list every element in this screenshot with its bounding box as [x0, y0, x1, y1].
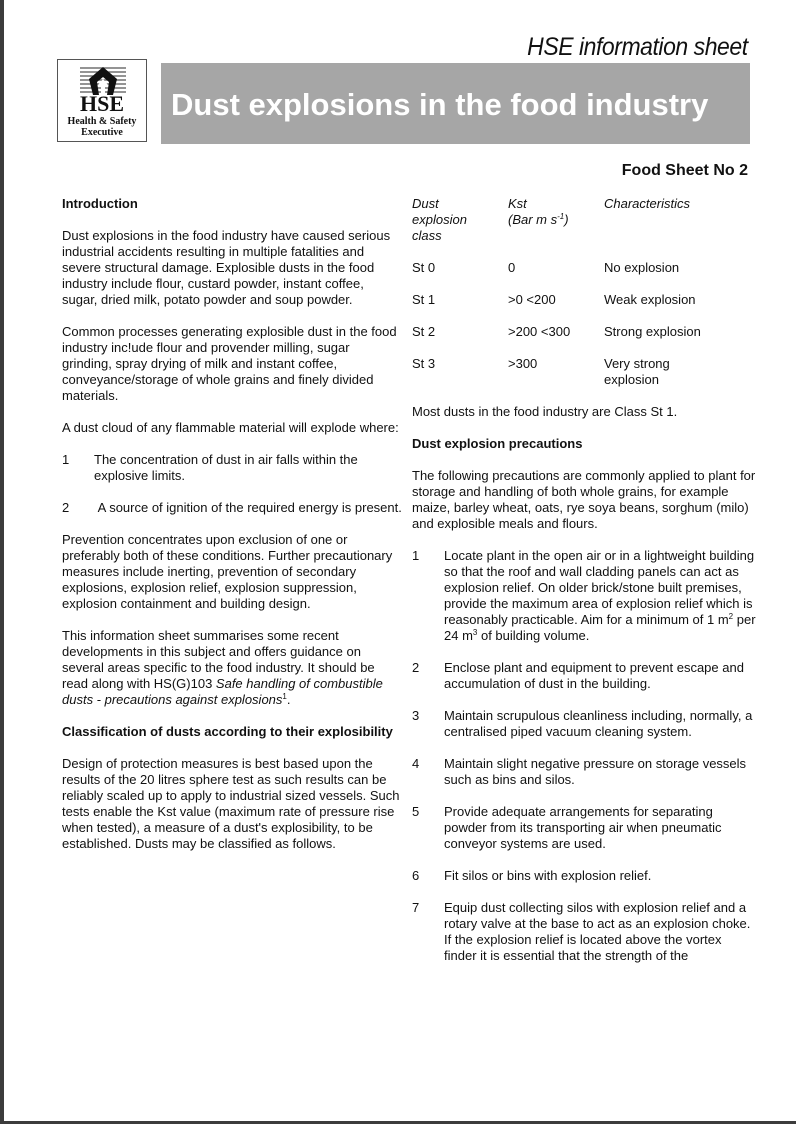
condition-item [62, 500, 402, 516]
item-number: 2 [62, 500, 70, 515]
item-text: Maintain slight negative pressure on storage vessels such as bins and silos. [444, 756, 747, 787]
logo-acronym: HSE [79, 91, 125, 116]
cell-class: St 0 [412, 260, 436, 275]
cell-characteristics-text: Very strong explosion [604, 356, 670, 387]
item-text: The concentration of dust in air falls within the explosive limits. [94, 452, 358, 483]
item-text: Provide adequate arrangements for separating powder from its transporting air when pneumatic conveyor systems are used. [444, 804, 722, 851]
item-text: Maintain scrupulous cleanliness including, normally, a centralised piped vacuum cleaning system. [444, 708, 753, 739]
condition-item [62, 452, 402, 484]
cell-class: St 2 [412, 324, 436, 339]
precaution-item [412, 708, 757, 740]
sup-cubed: 3 [472, 628, 478, 637]
sheet-type-label: HSE information sheet [527, 33, 748, 61]
introduction-heading: Introduction [62, 196, 138, 211]
hse-logo [57, 59, 147, 142]
sup-squared: 2 [728, 612, 734, 621]
reference-title: Safe handling of combustible dusts - precautions against explosions [62, 676, 383, 707]
precaution-item [412, 548, 757, 644]
cell-characteristics: No explosion [604, 260, 680, 275]
classification-heading: Classification of dusts according to their explosibility [62, 724, 393, 739]
precautions-heading: Dust explosion precautions [412, 436, 583, 451]
right-column [412, 196, 757, 980]
table-row [412, 324, 754, 356]
title-banner [161, 63, 750, 144]
item-text [444, 548, 757, 644]
logo-line2: Executive [81, 127, 123, 138]
intro-paragraph-5 [62, 628, 402, 708]
item-text: Enclose plant and equipment to prevent escape and accumulation of dust in the building. [444, 660, 744, 691]
header-class-text: Dust explosion class [412, 196, 467, 243]
item-number: 2 [412, 660, 420, 675]
cell-kst: >300 [508, 356, 538, 371]
item-text-c: of building volume. [477, 628, 590, 643]
precaution-item [412, 804, 757, 852]
intro-paragraph-1: Dust explosions in the food industry have caused serious industrial accidents resulting in multiple fatalities and severe structural damage. Explosible dusts in the food industry include flour, custard powder, instant coffee, sugar, dried milk, potato powder and soup powder. [62, 228, 391, 307]
intro-paragraph-4: Prevention concentrates upon exclusion of one or preferably both of these conditions. Further precautionary measures include inerting, prevention of secondary explosions, explosion relief, explosion suppression, explosion containment and building design. [62, 532, 393, 611]
table-row [412, 260, 754, 292]
header-characteristics: Characteristics [604, 196, 690, 211]
intro-paragraph-2: Common processes generating explosible dust in the food industry inc!ude flour and provender milling, sugar grinding, spray drying of milk and instant coffee, conveyance/storage of whole grains and finely divided materials. [62, 324, 397, 403]
header-class [412, 196, 508, 260]
precaution-item [412, 756, 757, 788]
intro-p5-text: This information sheet summarises some recent developments in this subject and offers guidance on several areas specific to the food industry. It should be read along with HS(G)103 [62, 628, 375, 691]
cell-kst: >0 <200 [508, 292, 556, 307]
classification-paragraph: Design of protection measures is best based upon the results of the 20 litres sphere test as such results can be reliably scaled up to apply to industrial sized vessels. Such tests enable the Kst value (maximum rate of pressure rise when tested), a measure of a dust's explosibility, to be established. Dusts may be classified as follows. [62, 756, 400, 851]
item-number: 7 [412, 900, 420, 915]
precaution-item [412, 900, 757, 964]
table-row [412, 356, 754, 404]
dust-class-table [412, 196, 754, 404]
class-note: Most dusts in the food industry are Class St 1. [412, 404, 678, 419]
left-column [62, 196, 402, 868]
item-number: 1 [62, 452, 70, 467]
item-text-b: per 24 m [444, 612, 756, 643]
header-kst-text: Kst [508, 196, 527, 211]
footnote-ref: 1 [282, 692, 287, 701]
item-text-a: Locate plant in the open air or in a lightweight building so that the roof and wall cladding panels can act as explosion relief. On older brick/stone built premises, provide the maximum area of explosion relief which is reasonably practicable. Aim for a minimum of 1 m [444, 548, 755, 627]
cell-kst: >200 <300 [508, 324, 571, 339]
cell-characteristics: Weak explosion [604, 292, 696, 307]
page-title: Dust explosions in the food industry [171, 87, 709, 122]
precaution-item [412, 660, 757, 692]
intro-paragraph-3: A dust cloud of any flammable material will explode where: [62, 420, 399, 435]
intro-p5-end: . [286, 692, 291, 707]
header-kst-unit-sup: -1 [557, 212, 565, 221]
item-text: Fit silos or bins with explosion relief. [444, 868, 652, 883]
table-header-row [412, 196, 754, 260]
logo-subtitle [58, 116, 146, 138]
cell-kst: 0 [508, 260, 516, 275]
header-kst [508, 196, 604, 260]
item-text: A source of ignition of the required energy is present. [94, 500, 402, 515]
precautions-intro: The following precautions are commonly applied to plant for storage and handling of both whole grains, for example maize, barley wheat, oats, rye soya beans, sorghum (milo) and explosible meals and flours. [412, 468, 756, 531]
item-number: 3 [412, 708, 420, 723]
viewer-left-border [0, 0, 4, 1124]
item-number: 5 [412, 804, 420, 819]
cell-class: St 1 [412, 292, 436, 307]
cell-characteristics: Strong explosion [604, 324, 701, 339]
logo-line1: Health & Safety [67, 116, 137, 127]
item-number: 6 [412, 868, 420, 883]
table-row [412, 292, 754, 324]
item-number: 4 [412, 756, 420, 771]
cell-class: St 3 [412, 356, 436, 371]
header-kst-unit-end: ) [564, 212, 569, 227]
sheet-number: Food Sheet No 2 [621, 162, 748, 179]
precaution-item [412, 868, 757, 884]
item-number: 1 [412, 548, 420, 563]
header-kst-unit: (Bar m s [508, 212, 558, 227]
item-text: Equip dust collecting silos with explosion relief and a rotary valve at the base to act as an explosion choke. If the explosion relief is located above the vortex finder it is essential that the strength of the [444, 900, 751, 963]
cell-characteristics [604, 356, 754, 404]
